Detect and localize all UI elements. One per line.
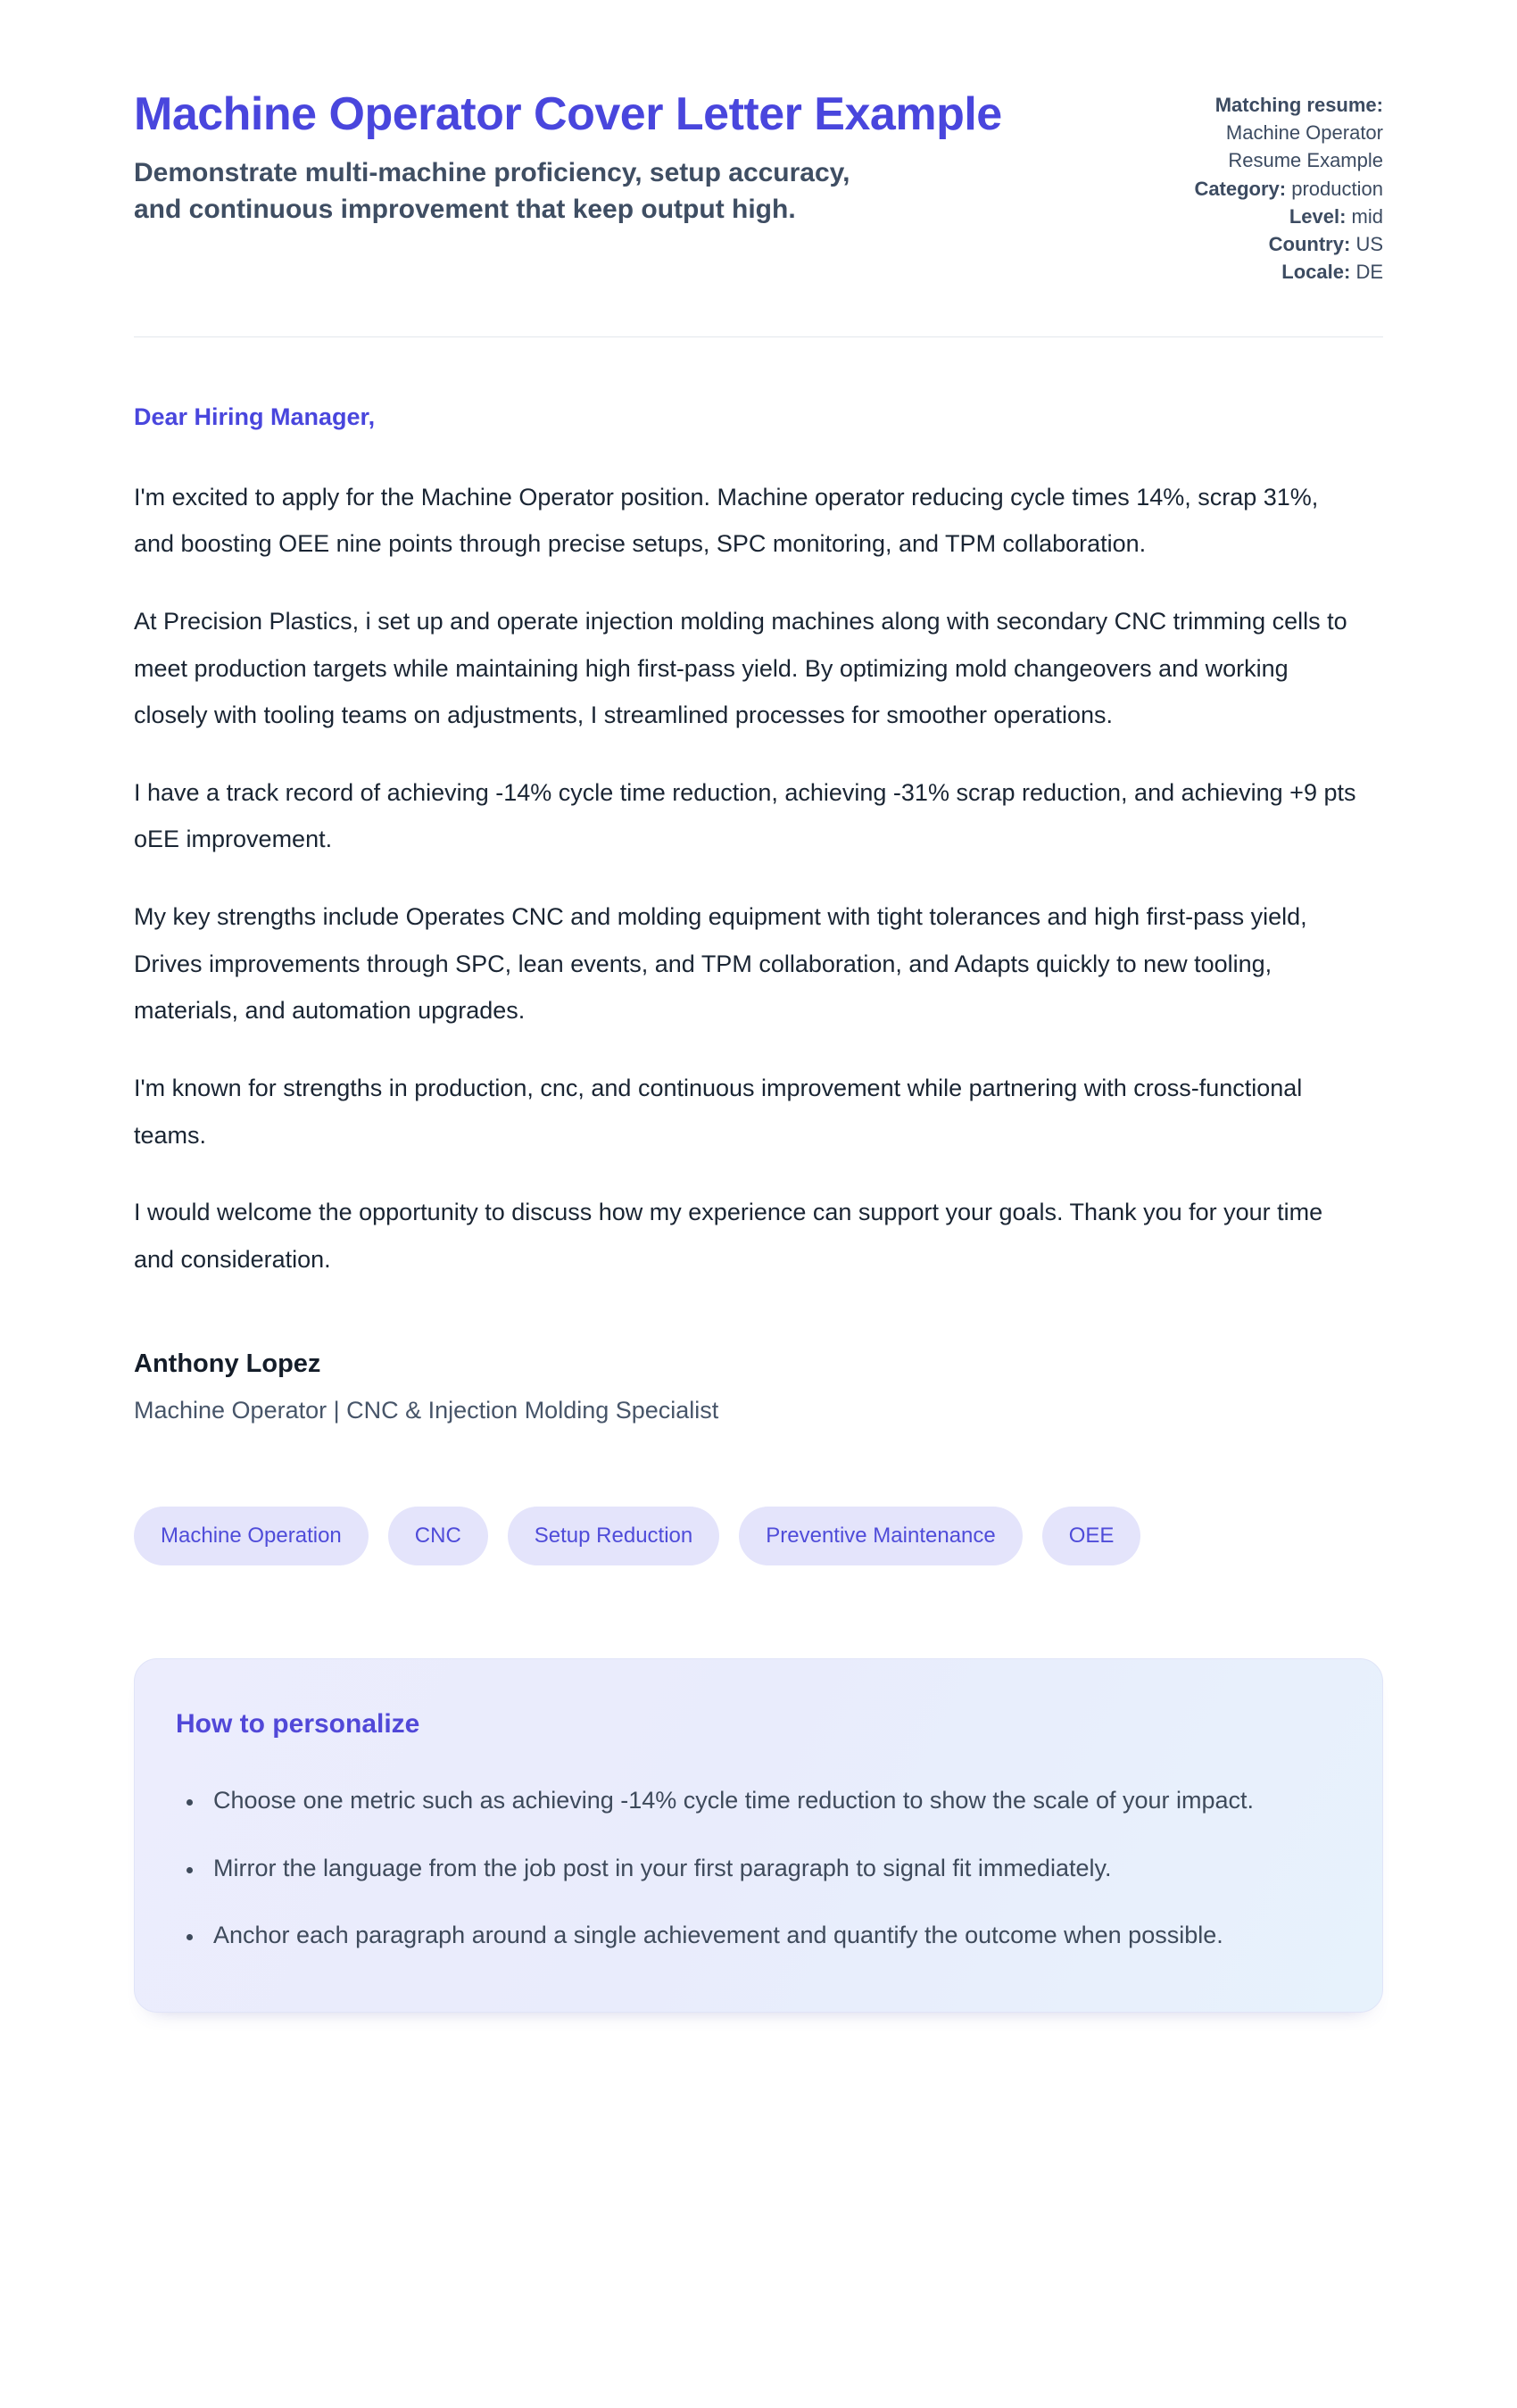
tag-list xyxy=(134,1507,1383,1565)
meta-category xyxy=(1062,175,1383,203)
meta-matching-resume-label: Matching resume: xyxy=(1214,94,1383,116)
personalize-tips xyxy=(176,1779,1336,1959)
meta-category-value: production xyxy=(1291,177,1383,200)
personalize-box xyxy=(134,1658,1383,2014)
header-title-block xyxy=(134,86,1002,228)
tip-item-2: • Mirror the language from the job post in your first paragraph to signal fit immediately. xyxy=(204,1847,1336,1891)
tag-chip-setup-reduction[interactable]: Setup Reduction xyxy=(508,1507,719,1565)
tag-chip-preventive-maintenance[interactable]: Preventive Maintenance xyxy=(739,1507,1022,1565)
letter-paragraph-1: I'm excited to apply for the Machine Operator position. Machine operator reducing cycle times 14%, scrap 31%, and boosting OEE nine points through precise setups, SPC monitoring, and TPM collaboration. xyxy=(134,483,1319,558)
personalize-heading: How to personalize xyxy=(176,1708,420,1739)
meta-level-value: mid xyxy=(1351,204,1383,228)
meta-category-label: Category: xyxy=(1194,177,1287,200)
meta-country xyxy=(1062,230,1383,258)
header xyxy=(134,86,1383,286)
letter-paragraph-6: I would welcome the opportunity to discuss how my experience can support your goals. Thank you for your time and consideration. xyxy=(134,1199,1323,1273)
header-divider xyxy=(134,336,1383,337)
letter-paragraph-5: I'm known for strengths in production, cnc, and continuous improvement while partnering with cross-functional teams. xyxy=(134,1075,1303,1149)
meta-country-value: US xyxy=(1355,233,1383,256)
meta-country-label: Country: xyxy=(1268,233,1351,256)
meta-matching-resume xyxy=(1062,91,1383,175)
meta-panel xyxy=(1062,86,1383,286)
tip-item-1: • Choose one metric such as achieving -14% cycle time reduction to show the scale of your impact. xyxy=(204,1779,1336,1823)
letter-paragraph-2: At Precision Plastics, i set up and operate injection molding machines along with secondary CNC trimming cells to meet production targets while maintaining high first-pass yield. By optimizing mold changeovers and working closely with tooling teams on adjustments, I streamlined processes for smoother operations. xyxy=(134,607,1347,729)
page-subtitle: Demonstrate multi-machine proficiency, setup accuracy, and continuous improvement that keep output high. xyxy=(134,158,850,225)
tip-item-3: • Anchor each paragraph around a single achievement and quantify the outcome when possible. xyxy=(204,1914,1336,1958)
meta-locale-label: Locale: xyxy=(1281,261,1351,284)
cover-letter-body xyxy=(134,403,1361,1424)
meta-locale-value: DE xyxy=(1355,261,1383,284)
tag-chip-cnc[interactable]: CNC xyxy=(388,1507,488,1565)
meta-matching-resume-value: Machine Operator Resume Example xyxy=(1225,121,1383,172)
signature-role: Machine Operator | CNC & Injection Molding Specialist xyxy=(134,1396,719,1424)
meta-locale xyxy=(1062,258,1383,286)
letter-paragraph-4: My key strengths include Operates CNC and molding equipment with tight tolerances and high first-pass yield, Drives improvements through SPC, lean events, and TPM collaboration, and Adapts quickly to new tooling, materials, and automation upgrades. xyxy=(134,903,1307,1025)
page-title: Machine Operator Cover Letter Example xyxy=(134,88,1002,140)
salutation: Dear Hiring Manager, xyxy=(134,403,376,430)
tag-chip-oee[interactable]: OEE xyxy=(1042,1507,1141,1565)
letter-paragraph-3: I have a track record of achieving -14% cycle time reduction, achieving -31% scrap reduction, and achieving +9 pts oEE improvement. xyxy=(134,778,1356,853)
meta-level-label: Level: xyxy=(1289,204,1347,228)
signature-name: Anthony Lopez xyxy=(134,1349,321,1378)
meta-level xyxy=(1062,203,1383,230)
tag-chip-machine-operation[interactable]: Machine Operation xyxy=(134,1507,369,1565)
